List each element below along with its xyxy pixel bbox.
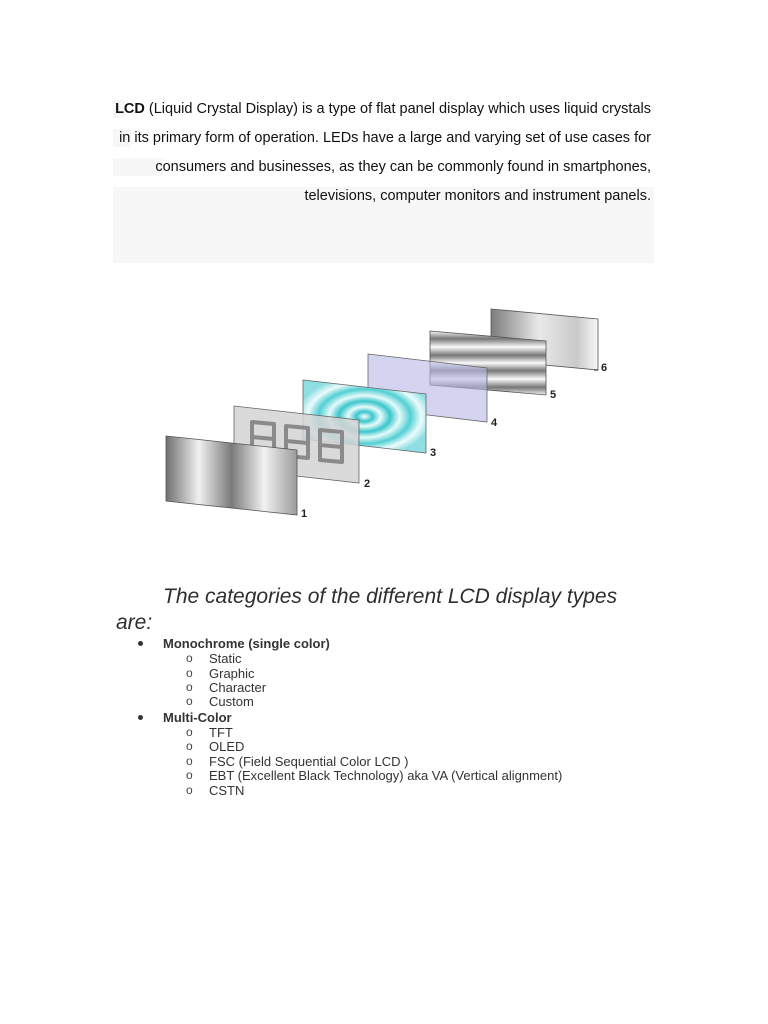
list-item: Static [209,651,242,666]
layer-label-6: 6 [601,362,608,374]
sub-bullet-ring: o [186,666,193,680]
sub-bullet-ring: o [186,725,193,739]
layer-label-5: 5 [550,389,557,401]
bullet-dot [138,641,143,646]
sub-bullet-ring: o [186,694,193,708]
bullet-dot [138,715,143,720]
intro-line-3: consumers and businesses, as they can be commonly found in smartphones, [155,159,651,175]
lcd-layers-diagram [150,290,620,530]
intro-line-4: televisions, computer monitors and instrument panels. [304,188,651,204]
layer-label-1: 1 [301,508,308,520]
categories-heading: The categories of the different LCD display types are: [116,585,618,634]
list-item: Graphic [209,666,255,681]
list-item: FSC (Field Sequential Color LCD ) [209,754,409,769]
intro-line-1 [113,100,651,118]
sub-bullet-ring: o [186,651,193,665]
list-item: Character [209,680,267,695]
list-item: EBT (Excellent Black Technology) aka VA (Vertical alignment) [209,768,563,783]
sub-bullet-ring: o [186,680,193,694]
layer-label-2: 2 [364,478,371,490]
layer-1-panel [166,436,297,515]
intro-text: (Liquid Crystal Display) is a type of flat panel display which uses liquid crystals [144,101,651,117]
list-item: Custom [209,694,254,709]
intro-line-2: in its primary form of operation. LEDs have a large and varying set of use cases for [119,130,651,146]
sub-bullet-ring: o [186,768,193,782]
sub-bullet-ring: o [186,739,193,753]
sub-bullet-ring: o [186,783,193,797]
category-multi-color: Multi-Color [163,710,232,725]
list-item: OLED [209,739,245,754]
category-monochrome: Monochrome (single color) [163,636,330,651]
layer-label-3: 3 [430,447,437,459]
list-item: TFT [209,725,233,740]
layer-label-4: 4 [491,417,498,429]
lcd-term: LCD [115,101,145,117]
sub-bullet-ring: o [186,754,193,768]
list-item: CSTN [209,783,245,798]
